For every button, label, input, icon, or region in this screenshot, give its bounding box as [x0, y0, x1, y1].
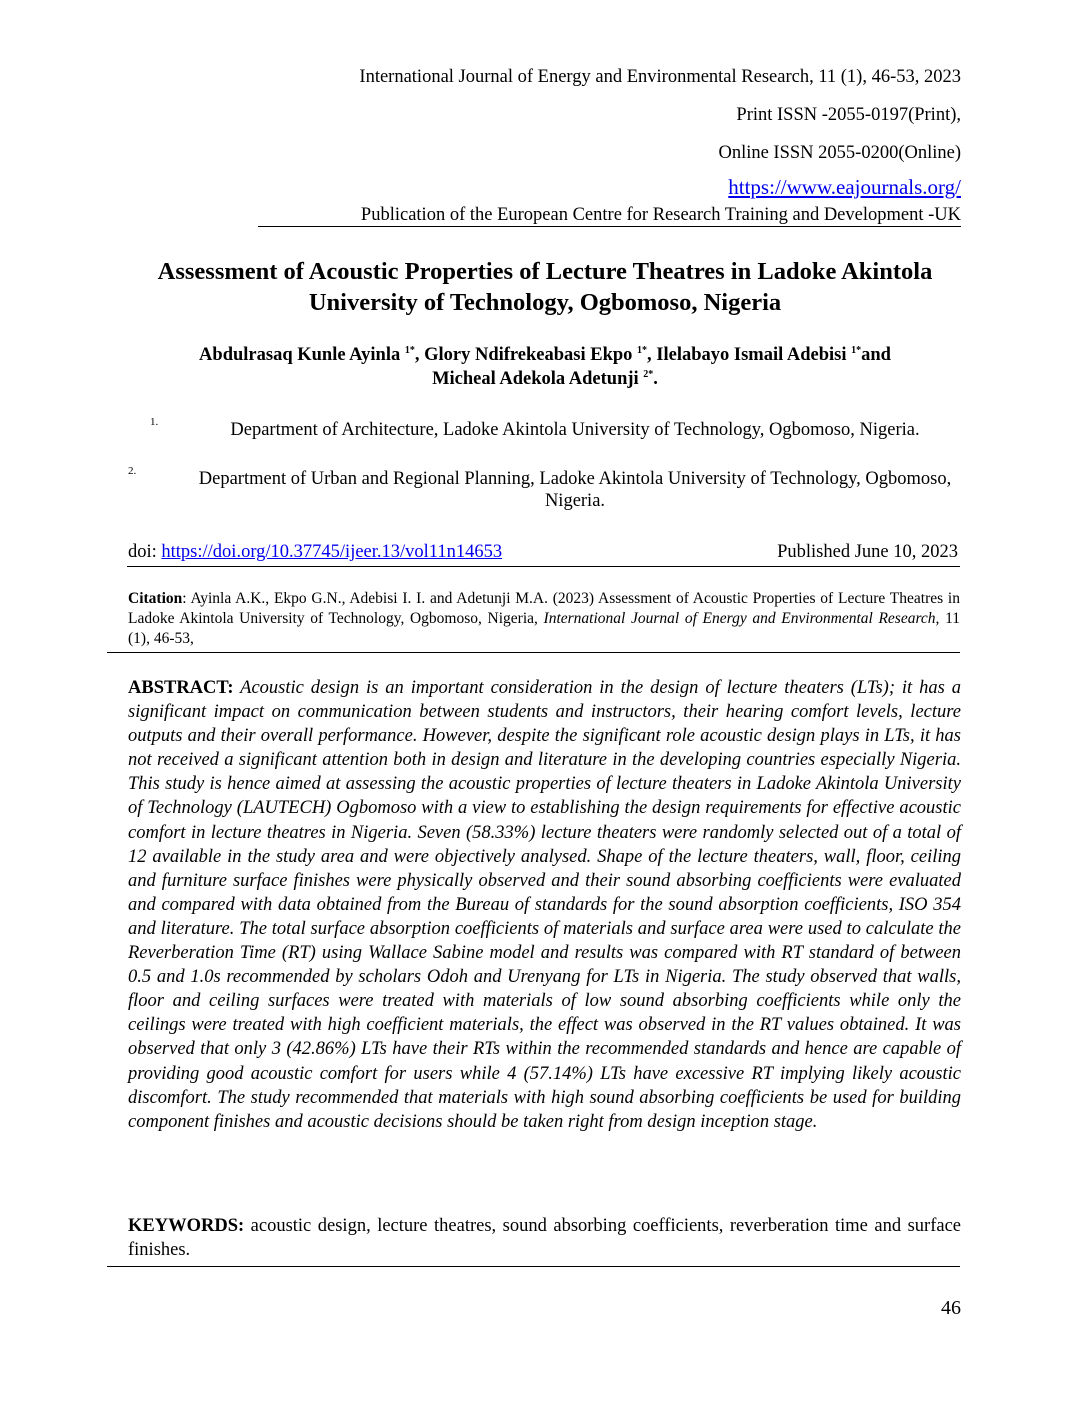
- online-issn: Online ISSN 2055-0200(Online): [718, 143, 961, 163]
- citation-label: Citation: [128, 590, 183, 607]
- paper-title: Assessment of Acoustic Properties of Lecture Theatres in Ladoke Akintola University of Technology, Ogbomoso, Nigeria: [157, 258, 933, 316]
- author-name: Glory Ndifrekeabasi Ekpo: [424, 345, 638, 365]
- author-separator: .: [653, 369, 658, 389]
- print-issn: Print ISSN -2055-0197(Print),: [736, 105, 961, 125]
- affiliation-number: 2.: [128, 465, 137, 477]
- affiliation-number: 1.: [150, 416, 159, 428]
- doi-label: doi:: [128, 542, 162, 562]
- abstract-block: [128, 676, 961, 1134]
- publisher-line: Publication of the European Centre for Research Training and Development -UK: [360, 205, 961, 225]
- author-name: Ilelabayo Ismail Adebisi: [656, 345, 852, 365]
- abstract-label: ABSTRACT:: [128, 678, 234, 698]
- affiliation-text: Department of Architecture, Ladoke Akintola University of Technology, Ogbomoso, Nigeria.: [230, 420, 920, 440]
- citation-journal: International Journal of Energy and Environmental Research,: [543, 610, 940, 627]
- keywords-text: acoustic design, lecture theatres, sound absorbing coefficients, reverberation time and surface finishes.: [128, 1216, 961, 1260]
- author-marker: 1*: [851, 344, 862, 356]
- author-name: Abdulrasaq Kunle Ayinla: [199, 345, 405, 365]
- citation-text: : Ayinla A.K., Ekpo G.N., Adebisi I. I. and Adetunji M.A. (2023) Assessment of Acoustic Properties of Lecture Theatres in Ladoke Akintola University of Technology, Ogbomoso, Nigeria,: [128, 590, 960, 627]
- author-list: [110, 343, 980, 391]
- abstract-text: Acoustic design is an important consideration in the design of lecture theaters (LTs); it has a significant impact on communication between students and instructors, their hearing comfort levels, lecture outputs and their overall performance. However, despite the significant role acoustic design plays in LTs, it has not received a significant attention both in design and literature in the developing countries especially Nigeria. This study is hence aimed at assessing the acoustic properties of lecture theaters in Ladoke Akintola University of Technology (LAUTECH) Ogbomoso with a view to establishing the design requirements for effective acoustic comfort in lecture theatres in Nigeria. Seven (58.33%) lecture theaters were randomly selected out of a total of 12 available in the study area and were objectively analysed. Shape of the lecture theaters, wall, floor, ceiling and furniture surface finishes were physically observed and their sound absorbing coefficients were evaluated and compared with data obtained from the Bureau of standards for the sound absorption coefficients, ISO 354 and literature. The total surface absorption coefficients of materials and surface area were used to calculate the Reverberation Time (RT) using Wallace Sabine model and results was compared with RT standard of between 0.5 and 1.0s recommended by scholars Odoh and Urenyang for LTs in Nigeria. The study observed that walls, floor and ceiling surfaces were treated with materials of low sound absorbing coefficients while only the ceilings were treated with high coefficient materials, the effect was observed in the RT values obtained. It was observed that only 3 (42.86%) LTs have their RTs within the recommended standards and hence are capable of providing good acoustic comfort for users while 4 (57.14%) LTs have excessive RT implying likely acoustic discomfort. The study recommended that materials with high sound absorbing coefficients be used for building component finishes and acoustic decisions should be taken right from design inception stage.: [128, 678, 961, 1132]
- published-date: Published June 10, 2023: [777, 542, 958, 562]
- citation-block: [128, 589, 960, 649]
- header-divider: [258, 226, 961, 227]
- author-separator: and: [861, 345, 891, 365]
- citation-tail: 11 (1), 46-53,: [128, 610, 960, 647]
- journal-url-line: [728, 176, 961, 198]
- author-separator: ,: [414, 345, 425, 365]
- doi-divider: [127, 566, 960, 567]
- citation-divider: [107, 652, 960, 653]
- keywords-block: [128, 1214, 961, 1262]
- author-marker: 1*: [637, 344, 648, 356]
- journal-url-link[interactable]: https://www.eajournals.org/: [728, 175, 961, 199]
- journal-header: International Journal of Energy and Environmental Research, 11 (1), 46-53, 2023: [359, 67, 961, 87]
- keywords-divider: [107, 1266, 960, 1267]
- keywords-label: KEYWORDS:: [128, 1216, 245, 1236]
- doi-link[interactable]: https://doi.org/10.37745/ijeer.13/vol11n14653: [161, 542, 503, 562]
- author-marker: 1*: [404, 344, 415, 356]
- author-name: Micheal Adekola Adetunji: [432, 369, 644, 389]
- author-separator: ,: [647, 345, 657, 365]
- affiliation-text: Department of Urban and Regional Planning, Ladoke Akintola University of Technology, Ogbomoso, Nigeria.: [198, 469, 952, 511]
- page-number: 46: [941, 1297, 961, 1319]
- doi-line: [128, 542, 502, 563]
- author-marker: 2*: [643, 368, 654, 380]
